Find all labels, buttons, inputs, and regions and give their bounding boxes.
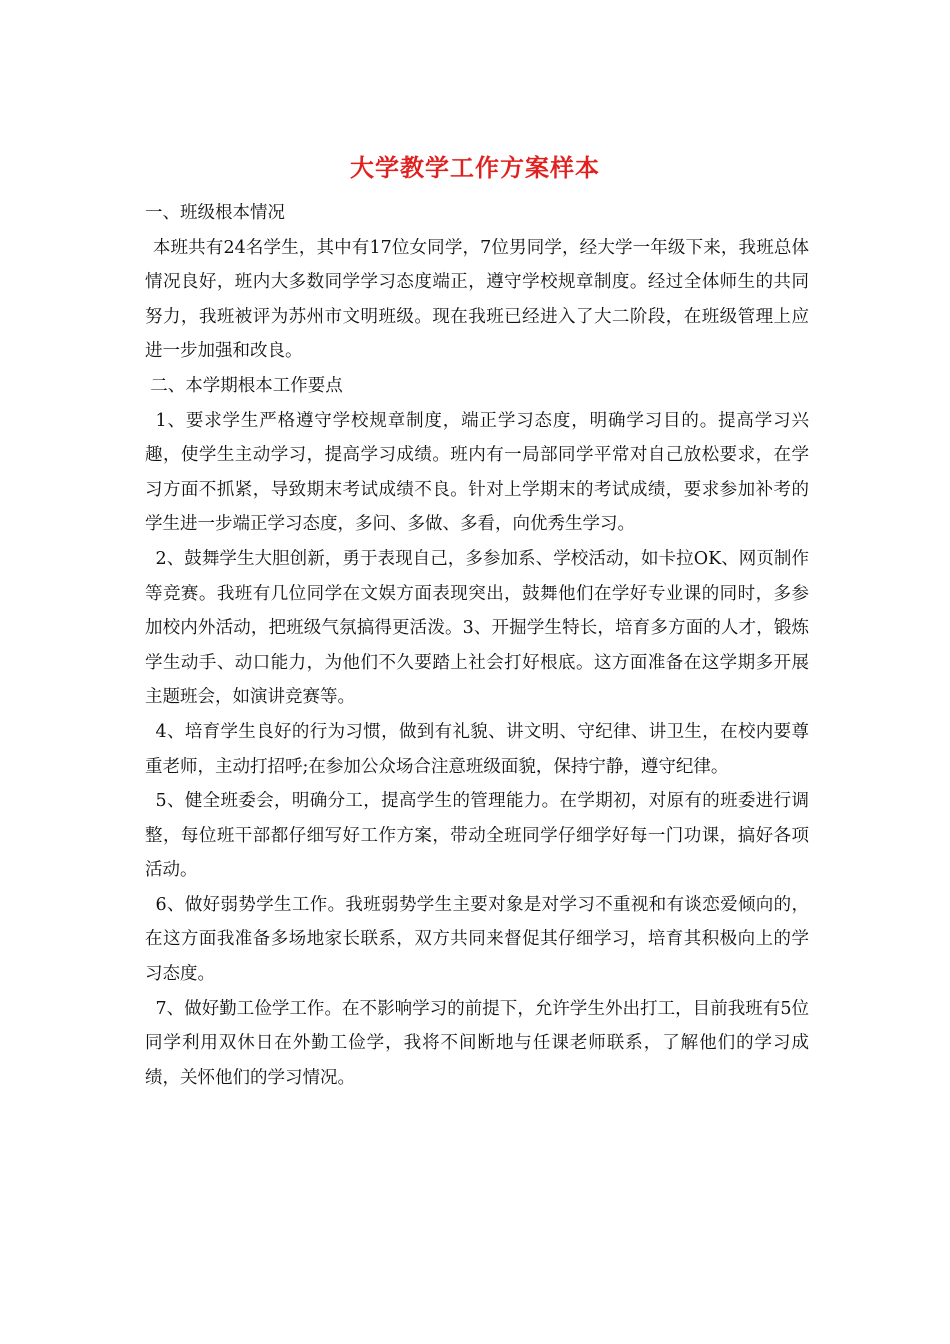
paragraph-class-overview: 本班共有24名学生，其中有17位女同学，7位男同学，经大学一年级下来，我班总体情况良好，班内大多数同学学习态度端正，遵守学校规章制度。经过全体师生的共同努力，我班被评为苏州市文明班级。现在我班已经进入了大二阶段，在班级管理上应进一步加强和改良。 <box>145 237 809 362</box>
paragraph-item-2-3: 2、鼓舞学生大胆创新，勇于表现自己，多参加系、学校活动，如卡拉OK、网页制作等竞赛。我班有几位同学在文娱方面表现突出，鼓舞他们在学好专业课的同时，多参加校内外活动，把班级气氛搞得更活泼。3、开掘学生特长，培育多方面的人才，锻炼学生动手、动口能力，为他们不久要踏上社会打好根底。这方面准备在这学期多开展主题班会，如演讲竞赛等。 <box>145 548 809 708</box>
paragraph-item-7: 7、做好勤工俭学工作。在不影响学习的前提下，允许学生外出打工，目前我班有5位同学利用双休日在外勤工俭学，我将不间断地与任课老师联系，了解他们的学习成绩，关怀他们的学习情况。 <box>145 998 809 1088</box>
document-body <box>145 196 809 1095</box>
paragraph-item-1: 1、要求学生严格遵守学校规章制度，端正学习态度，明确学习目的。提高学习兴趣，使学生主动学习，提高学习成绩。班内有一局部同学平常对自己放松要求，在学习方面不抓紧，导致期末考试成绩不良。针对上学期末的考试成绩，要求参加补考的学生进一步端正学习态度，多问、多做、多看，向优秀生学习。 <box>145 410 809 535</box>
paragraph-item-6: 6、做好弱势学生工作。我班弱势学生主要对象是对学习不重视和有谈恋爱倾向的，在这方面我准备多场地家长联系，双方共同来督促其仔细学习，培育其积极向上的学习态度。 <box>145 894 809 985</box>
document-title: 大学教学工作方案样本 <box>350 153 600 182</box>
section-heading-1: 一、班级根本情况 <box>145 203 285 223</box>
section-heading-2: 二、本学期根本工作要点 <box>150 375 343 396</box>
paragraph-item-4: 4、培育学生良好的行为习惯，做到有礼貌、讲文明、守纪律、讲卫生，在校内要尊重老师，主动打招呼;在参加公众场合注意班级面貌，保持宁静，遵守纪律。 <box>145 721 809 777</box>
paragraph-item-5: 5、健全班委会，明确分工，提高学生的管理能力。在学期初，对原有的班委进行调整，每位班干部都仔细写好工作方案，带动全班同学仔细学好每一门功课，搞好各项活动。 <box>145 791 809 881</box>
